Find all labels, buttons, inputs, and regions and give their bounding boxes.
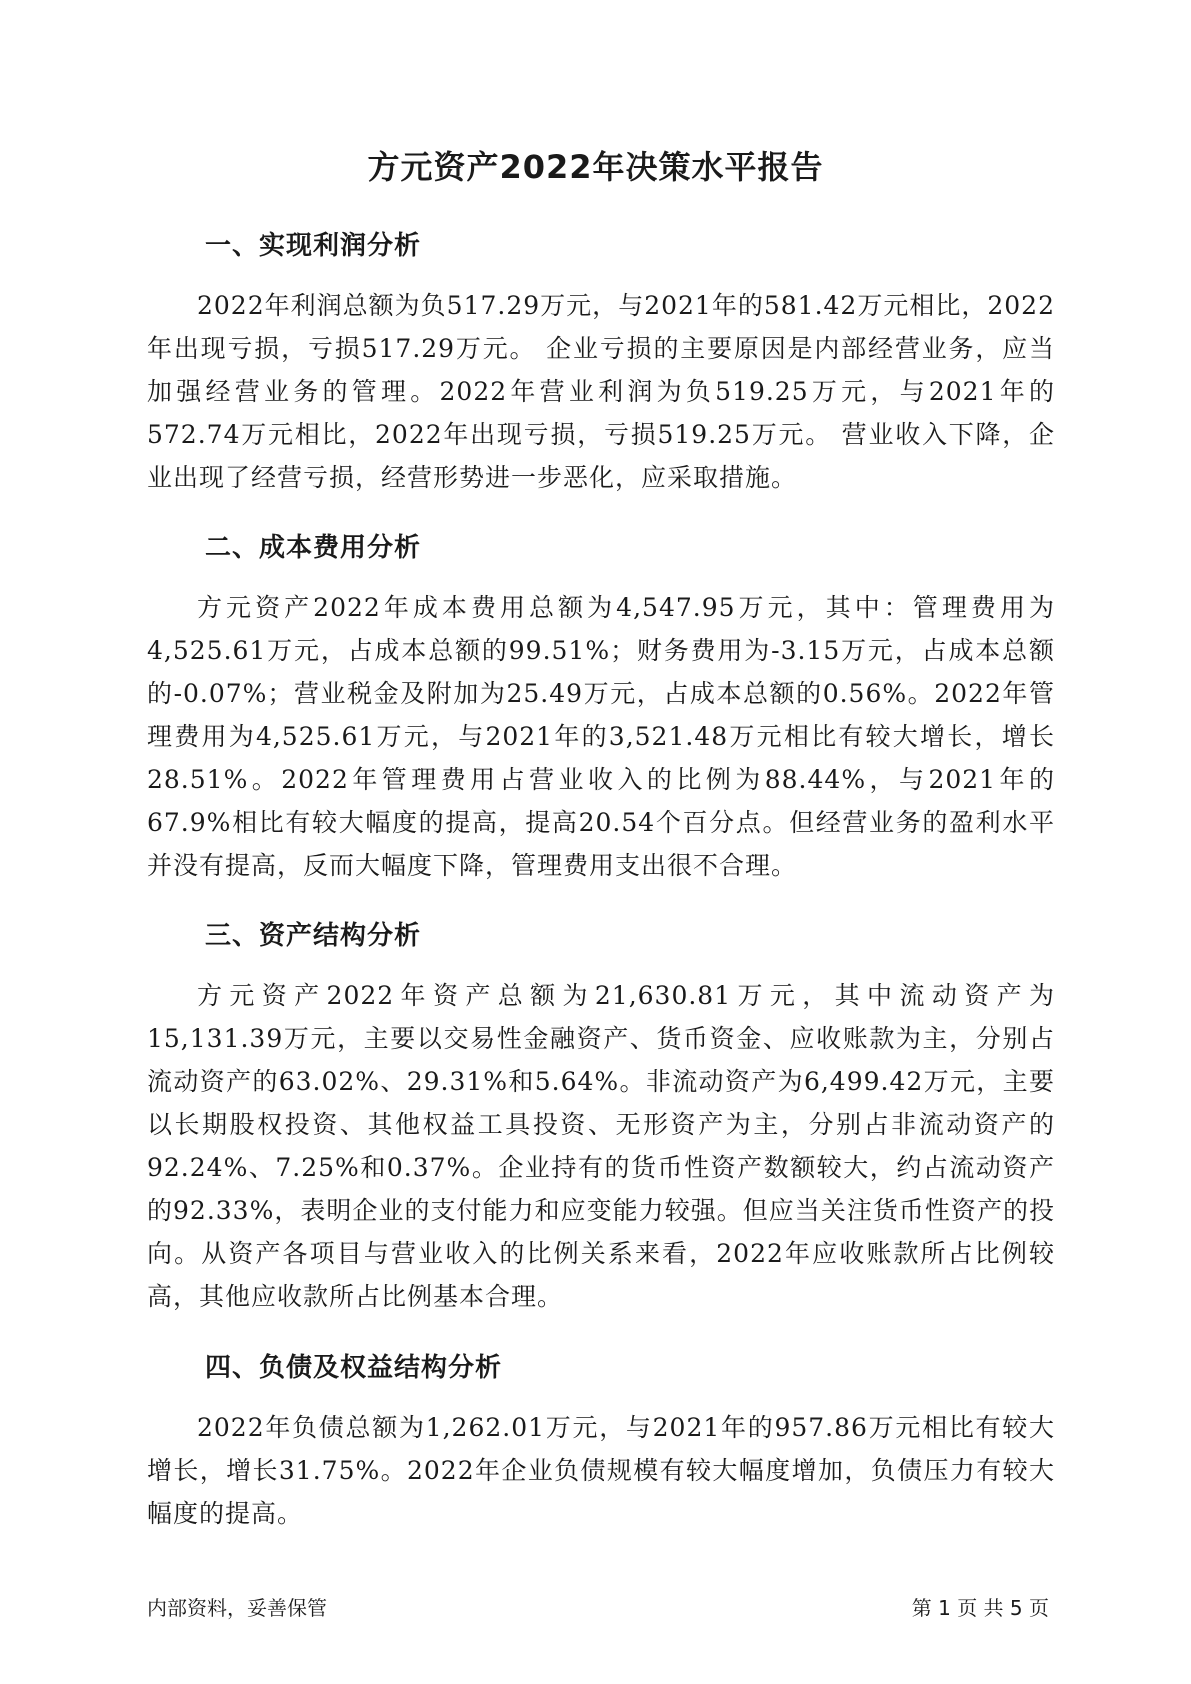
section-paragraph: 方元资产2022年成本费用总额为4,547.95万元，其中：管理费用为4,525.61万元，占成本总额的99.51%；财务费用为-3.15万元，占成本总额的-0.07%；营业税金及附加为25.49万元，占成本总额的0.56%。2022年管理费用为4,525.61万元，与2021年的3,521.48万元相比有较大增长，增长28.51%。2022年管理费用占营业收入的比例为88.44%，与2021年的67.9%相比有较大幅度的提高，提高20.54个百分点。但经营业务的盈利水平并没有提高，反而大幅度下降，管理费用支出很不合理。: [147, 593, 1055, 880]
section-heading: 一、实现利润分析: [205, 231, 422, 261]
footer-page-number: 第 1 页 共 5 页: [911, 1596, 1049, 1620]
section-heading: 四、负债及权益结构分析: [205, 1353, 503, 1383]
page-title: 方元资产2022年决策水平报告: [367, 148, 824, 186]
section-heading: 二、成本费用分析: [205, 533, 422, 563]
section-cost-analysis: [147, 530, 1055, 887]
section-asset-structure: [147, 918, 1055, 1318]
section-heading: 三、资产结构分析: [205, 921, 422, 951]
section-paragraph: 2022年利润总额为负517.29万元，与2021年的581.42万元相比，2022年出现亏损，亏损517.29万元。 企业亏损的主要原因是内部经营业务，应当加强经营业务的管理。2022年营业利润为负519.25万元，与2021年的572.74万元相比，2022年出现亏损，亏损519.25万元。 营业收入下降，企业出现了经营亏损，经营形势进一步恶化，应采取措施。: [147, 291, 1055, 492]
section-profit-analysis: [147, 228, 1055, 499]
section-paragraph: 方元资产2022年资产总额为21,630.81万元，其中流动资产为15,131.39万元，主要以交易性金融资产、货币资金、应收账款为主，分别占流动资产的63.02%、29.31%和5.64%。非流动资产为6,499.42万元，主要以长期股权投资、其他权益工具投资、无形资产为主，分别占非流动资产的92.24%、7.25%和0.37%。企业持有的货币性资产数额较大，约占流动资产的92.33%，表明企业的支付能力和应变能力较强。但应当关注货币性资产的投向。从资产各项目与营业收入的比例关系来看，2022年应收账款所占比例较高，其他应收款所占比例基本合理。: [147, 981, 1055, 1311]
section-liability-equity: [147, 1350, 1055, 1535]
section-paragraph: 2022年负债总额为1,262.01万元，与2021年的957.86万元相比有较大增长，增长31.75%。2022年企业负债规模有较大幅度增加，负债压力有较大幅度的提高。: [147, 1413, 1055, 1528]
footer-confidential-note: 内部资料，妥善保管: [147, 1596, 327, 1620]
